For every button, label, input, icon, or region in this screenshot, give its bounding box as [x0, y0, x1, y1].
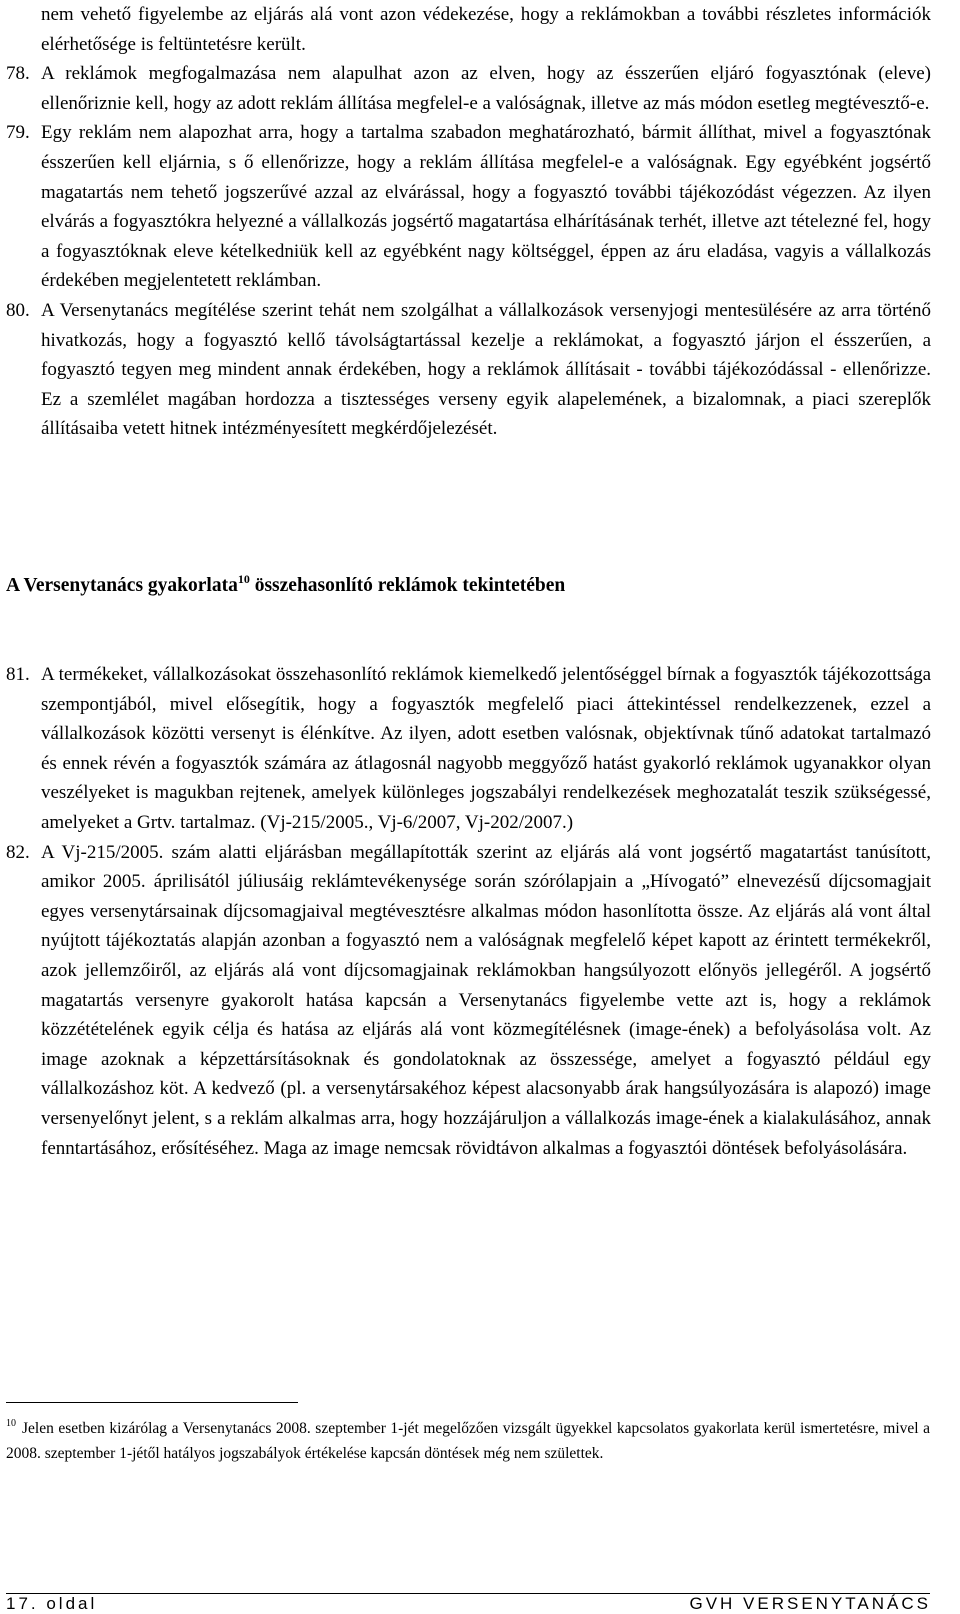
footnote	[6, 1411, 930, 1466]
paragraph-number: 82.	[6, 841, 30, 863]
paragraph-number: 80.	[6, 299, 30, 321]
paragraph-text: A Vj-215/2005. szám alatti eljárásban megállapították szerint az eljárás alá vont jogsértő magatartást tanúsított, amikor 2005. áprilisától júliusáig reklámtevékenysége során szórólapjain a „Hívogató” elnevezésű díjcsomagjait egyes versenytársainak díjcsomagjaival megtévesztésre alkalmas módon hasonlította össze. Az eljárás alá vont által nyújtott tájékoztatás alapján azonban a fogyasztó nem a valóságnak megfelelő képet kapott az érintett termékekről, azok jellemzőiről, az eljárás alá vont díjcsomagjainak reklámokban hangsúlyozott előnyös jellegéről. A jogsértő magatartás versenyre gyakorolt hatása kapcsán a Versenytanács figyelembe vette azt is, hogy a reklámok közzétételének egyik célja és hatása az eljárás alá vont közmegítélésnek (image-ének) a befolyásolása volt. Az image azoknak a képzettársításoknak és gondolatoknak az összessége, amelyet a fogyasztó például egy vállalkozáshoz köt. A kedvező (pl. a versenytársakéhoz képest alacsonyabb árak hangsúlyozására is alapozó) image versenyelőnyt jelent, s a reklám alkalmas arra, hogy hozzájáruljon a vállalkozás image-ének a kialakulásához, annak fenntartásához, erősítéséhez. Maga az image nemcsak rövidtávon alkalmas a fogyasztói döntések befolyásolására.	[41, 841, 931, 1159]
paragraph-81	[0, 660, 931, 838]
paragraph-number: 78.	[6, 63, 30, 85]
bottom-text-block	[0, 660, 960, 1163]
top-text-block	[0, 0, 960, 444]
paragraph-number: 79.	[6, 122, 30, 144]
page-footer	[0, 1593, 960, 1613]
paragraph-text: A Versenytanács megítélése szerint tehát nem szolgálhat a vállalkozások versenyjogi mentesülésére az arra történő hivatkozás, hogy a fogyasztó kellő távolságtartással kezelje a reklámokat, a fogyasztó járjon el ésszerűen, a fogyasztó tegyen meg mindent annak érdekében, hogy a reklámok állításait - további tájékozódással - ellenőrizze. Ez a szemlélet magában hordozza a tisztességes verseny egyik alapelemének, a bizalomnak, a piaci szereplők állításaiba vetett hitnek intézményesített megkérdőjelezését.	[41, 299, 931, 440]
section-heading	[6, 572, 565, 597]
paragraph-79	[0, 118, 931, 296]
footnote-reference[interactable]: 10	[237, 572, 250, 586]
paragraph-number: 81.	[6, 664, 30, 685]
paragraph-text: A reklámok megfogalmazása nem alapulhat azon az elven, hogy az ésszerűen eljáró fogyasztónak (eleve) ellenőriznie kell, hogy az adott reklám állítása megfelel-e a valóságnak, illetve az más módon esetleg megtévesztő-e.	[41, 63, 931, 114]
paragraph-text: A termékeket, vállalkozásokat összehasonlító reklámok kiemelkedő jelentőséggel bírnak a fogyasztók tájékozottsága szempontjából, mivel elősegítik, hogy a fogyasztók megfelelő piaci áttekintéssel rendelkezzenek, ezzel a vállalkozások közötti versenyt is élénkítve. Az ilyen, adott esetben valósnak, objektívnak tűnő adatokat tartalmazó és ennek révén a fogyasztók számára az átlagosnál nagyobb meggyőző hatást gyakorló reklámok ugyanakkor olyan veszélyeket is magukban rejtenek, amelyek különleges jogszabályi rendelkezések meghozatalát teszik szükségessé, amelyeket a Grtv. tartalmaz. (Vj-215/2005., Vj-6/2007, Vj-202/2007.)	[41, 664, 931, 833]
continued-paragraph: nem vehető figyelembe az eljárás alá vont azon védekezése, hogy a reklámokban a további részletes információk elérhetősége is feltüntetésre került.	[41, 4, 931, 55]
paragraph-82	[0, 838, 931, 1164]
organization-label: GVH VERSENYTANÁCS	[689, 1594, 931, 1613]
paragraph-80	[0, 296, 931, 444]
page-number: 17. oldal	[6, 1594, 98, 1613]
footnote-marker: 10	[6, 1418, 16, 1429]
heading-text: A Versenytanács gyakorlata	[6, 575, 238, 596]
footnote-separator	[6, 1402, 298, 1403]
footnote-text: Jelen esetben kizárólag a Versenytanács 2008. szeptember 1-jét megelőzően vizsgált ügyekkel kapcsolatos gyakorlata kerül ismertetésre, mivel a 2008. szeptember 1-jétől hatályos jogszabályok értékelése kapcsán döntések még nem születtek.	[6, 1420, 930, 1462]
paragraph-text: Egy reklám nem alapozhat arra, hogy a tartalma szabadon meghatározható, bármit állíthat, mivel a fogyasztónak ésszerűen kell eljárnia, s ő ellenőrizze, hogy a reklám állítása megfelel-e a valóságnak. Egy egyébként jogsértő magatartás nem tehető jogszerűvé azzal az elvárással, hogy a fogyasztó további tájékozódást végezzen. Az ilyen elvárás a fogyasztókra helyezné a vállalkozás jogsértő magatartása elhárításának terhét, illetve azt tételezné fel, hogy a fogyasztóknak eleve kételkedniük kell az egyébként nagy költséggel, éppen az áru eladása, vagyis a vállalkozás érdekében megjelentetett reklámban.	[41, 122, 931, 292]
paragraph-78	[0, 59, 931, 118]
heading-text-continued: összehasonlító reklámok tekintetében	[249, 575, 566, 596]
